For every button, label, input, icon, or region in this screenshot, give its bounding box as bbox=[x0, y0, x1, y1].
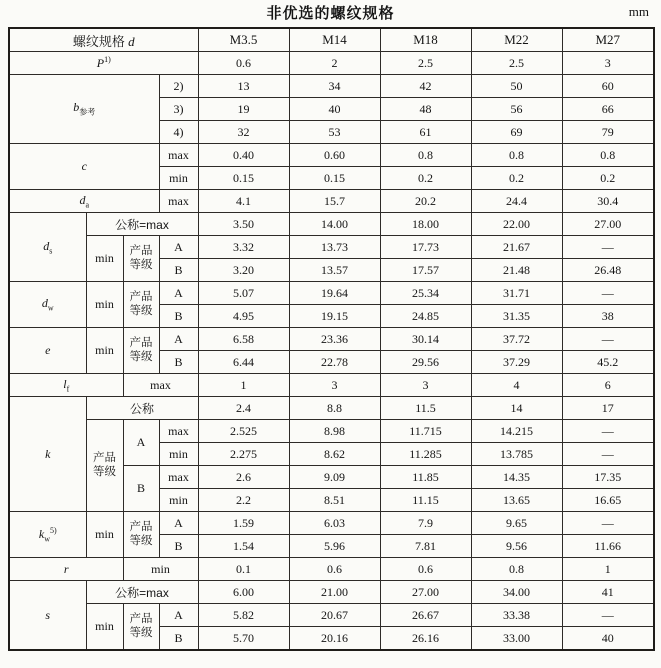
sub-label-product-grade: 产品 等级 bbox=[123, 236, 159, 282]
value-cell: 0.15 bbox=[198, 167, 289, 190]
sub-label-grade-a: A bbox=[159, 512, 198, 535]
value-cell: 11.15 bbox=[380, 489, 471, 512]
sub-label-grade-b: B bbox=[159, 259, 198, 282]
value-cell: 26.67 bbox=[380, 604, 471, 627]
value-cell: 42 bbox=[380, 75, 471, 98]
value-cell: 1.59 bbox=[198, 512, 289, 535]
value-cell: 2.5 bbox=[471, 52, 562, 75]
value-cell: 6 bbox=[562, 374, 654, 397]
value-cell: 45.2 bbox=[562, 351, 654, 374]
sub-label-product-grade: 产品 等级 bbox=[123, 328, 159, 374]
value-cell: 2.2 bbox=[198, 489, 289, 512]
sub-label-max: max bbox=[159, 144, 198, 167]
sub-label-min: min bbox=[159, 443, 198, 466]
value-cell: 1 bbox=[198, 374, 289, 397]
value-cell: 56 bbox=[471, 98, 562, 121]
value-cell: 8.62 bbox=[289, 443, 380, 466]
value-cell: 8.98 bbox=[289, 420, 380, 443]
sub-label-grade-b: B bbox=[159, 627, 198, 651]
value-cell: 11.85 bbox=[380, 466, 471, 489]
value-cell: 6.44 bbox=[198, 351, 289, 374]
row-label-dw: $d_w$ bbox=[9, 282, 86, 328]
sub-label-min: min bbox=[123, 558, 198, 581]
value-cell: 2.275 bbox=[198, 443, 289, 466]
value-cell: 30.4 bbox=[562, 190, 654, 213]
row-label-e: e bbox=[9, 328, 86, 374]
value-cell: 0.6 bbox=[198, 52, 289, 75]
value-cell: 22.78 bbox=[289, 351, 380, 374]
sub-label-grade-a: A bbox=[159, 236, 198, 259]
value-cell: 60 bbox=[562, 75, 654, 98]
value-cell: 37.72 bbox=[471, 328, 562, 351]
thread-spec-table bbox=[8, 27, 655, 651]
table-title: 非优选的螺纹规格 bbox=[266, 5, 395, 22]
value-cell: — bbox=[562, 604, 654, 627]
value-cell: 31.35 bbox=[471, 305, 562, 328]
value-cell: 61 bbox=[380, 121, 471, 144]
value-cell: 5.07 bbox=[198, 282, 289, 305]
value-cell: 3 bbox=[289, 374, 380, 397]
value-cell: — bbox=[562, 443, 654, 466]
value-cell: 66 bbox=[562, 98, 654, 121]
sub-label-grade-a: A bbox=[159, 604, 198, 627]
sub-label-product-grade: 产品 等级 bbox=[123, 604, 159, 651]
sub-label-nominal-max: 公称=max bbox=[86, 581, 198, 604]
value-cell: 0.8 bbox=[471, 144, 562, 167]
row-label-ds: $d_s$ bbox=[9, 213, 86, 282]
table-row bbox=[9, 397, 654, 420]
value-cell: 27.00 bbox=[380, 581, 471, 604]
value-cell: 17.57 bbox=[380, 259, 471, 282]
table-row bbox=[9, 328, 654, 351]
sub-label-grade-b: B bbox=[159, 305, 198, 328]
value-cell: 50 bbox=[471, 75, 562, 98]
value-cell: 0.8 bbox=[562, 144, 654, 167]
unit-label: mm bbox=[628, 4, 649, 19]
sub-label-max: max bbox=[159, 190, 198, 213]
row-label-r: r bbox=[9, 558, 123, 581]
value-cell: 34 bbox=[289, 75, 380, 98]
value-cell: 25.34 bbox=[380, 282, 471, 305]
table-row bbox=[9, 236, 654, 259]
table-row bbox=[9, 581, 654, 604]
sub-label-max: max bbox=[159, 420, 198, 443]
value-cell: 3 bbox=[380, 374, 471, 397]
value-cell: 3 bbox=[562, 52, 654, 75]
table-row bbox=[9, 52, 654, 75]
value-cell: 24.85 bbox=[380, 305, 471, 328]
table-row bbox=[9, 75, 654, 98]
value-cell: 6.03 bbox=[289, 512, 380, 535]
value-cell: 11.285 bbox=[380, 443, 471, 466]
value-cell: 17.35 bbox=[562, 466, 654, 489]
row-label-p: $P^{1)}$ bbox=[9, 52, 198, 75]
value-cell: 1 bbox=[562, 558, 654, 581]
value-cell: 19.15 bbox=[289, 305, 380, 328]
value-cell: 7.81 bbox=[380, 535, 471, 558]
value-cell: 3.50 bbox=[198, 213, 289, 236]
column-header: M3.5 bbox=[198, 28, 289, 52]
value-cell: 41 bbox=[562, 581, 654, 604]
value-cell: 3.20 bbox=[198, 259, 289, 282]
row-label-lf: $l_f$ bbox=[9, 374, 123, 397]
value-cell: 2 bbox=[289, 52, 380, 75]
value-cell: 6.00 bbox=[198, 581, 289, 604]
value-cell: 16.65 bbox=[562, 489, 654, 512]
sub-label-nominal: 公称 bbox=[86, 397, 198, 420]
value-cell: — bbox=[562, 328, 654, 351]
sub-label-grade-a: A bbox=[159, 282, 198, 305]
sub-label-min: min bbox=[86, 236, 123, 282]
sub-label-nominal-max: 公称=max bbox=[86, 213, 198, 236]
value-cell: 17.73 bbox=[380, 236, 471, 259]
value-cell: 21.00 bbox=[289, 581, 380, 604]
value-cell: 34.00 bbox=[471, 581, 562, 604]
value-cell: 7.9 bbox=[380, 512, 471, 535]
sub-label-min: min bbox=[86, 328, 123, 374]
value-cell: 2.525 bbox=[198, 420, 289, 443]
value-cell: 1.54 bbox=[198, 535, 289, 558]
value-cell: 13.65 bbox=[471, 489, 562, 512]
value-cell: 21.67 bbox=[471, 236, 562, 259]
value-cell: 4.1 bbox=[198, 190, 289, 213]
value-cell: 0.2 bbox=[471, 167, 562, 190]
value-cell: 33.38 bbox=[471, 604, 562, 627]
value-cell: 20.16 bbox=[289, 627, 380, 651]
value-cell: — bbox=[562, 236, 654, 259]
table-row bbox=[9, 558, 654, 581]
column-header: M18 bbox=[380, 28, 471, 52]
value-cell: 53 bbox=[289, 121, 380, 144]
value-cell: 9.09 bbox=[289, 466, 380, 489]
value-cell: 6.58 bbox=[198, 328, 289, 351]
value-cell: 9.65 bbox=[471, 512, 562, 535]
sub-label-grade-a: A bbox=[123, 420, 159, 466]
value-cell: 40 bbox=[562, 627, 654, 651]
value-cell: 13.73 bbox=[289, 236, 380, 259]
sub-label-max: max bbox=[123, 374, 198, 397]
value-cell: 31.71 bbox=[471, 282, 562, 305]
sub-label-grade-b: B bbox=[159, 351, 198, 374]
value-cell: 0.1 bbox=[198, 558, 289, 581]
sub-label-grade-b: B bbox=[123, 466, 159, 512]
value-cell: 14.35 bbox=[471, 466, 562, 489]
sub-label-min: min bbox=[159, 489, 198, 512]
value-cell: 15.7 bbox=[289, 190, 380, 213]
sub-label-grade-b: B bbox=[159, 535, 198, 558]
sub-label-product-grade: 产品 等级 bbox=[86, 420, 123, 512]
row-label-c: c bbox=[9, 144, 159, 190]
value-cell: 5.96 bbox=[289, 535, 380, 558]
value-cell: 0.8 bbox=[380, 144, 471, 167]
value-cell: 37.29 bbox=[471, 351, 562, 374]
table-row bbox=[9, 213, 654, 236]
row-label-b: $b_{参考}$ bbox=[9, 75, 159, 144]
table-row bbox=[9, 190, 654, 213]
value-cell: 13.57 bbox=[289, 259, 380, 282]
table-caption-bar bbox=[8, 2, 653, 24]
value-cell: 0.8 bbox=[471, 558, 562, 581]
value-cell: 11.66 bbox=[562, 535, 654, 558]
value-cell: 24.4 bbox=[471, 190, 562, 213]
value-cell: 19.64 bbox=[289, 282, 380, 305]
column-header: M27 bbox=[562, 28, 654, 52]
value-cell: 26.16 bbox=[380, 627, 471, 651]
sub-label-max: max bbox=[159, 466, 198, 489]
sub-label-product-grade: 产品 等级 bbox=[123, 512, 159, 558]
value-cell: 14.215 bbox=[471, 420, 562, 443]
value-cell: 48 bbox=[380, 98, 471, 121]
value-cell: 30.14 bbox=[380, 328, 471, 351]
value-cell: 2.4 bbox=[198, 397, 289, 420]
table-row bbox=[9, 512, 654, 535]
value-cell: 8.51 bbox=[289, 489, 380, 512]
value-cell: 18.00 bbox=[380, 213, 471, 236]
value-cell: 33.00 bbox=[471, 627, 562, 651]
value-cell: 79 bbox=[562, 121, 654, 144]
sub-label-fn4: 4) bbox=[159, 121, 198, 144]
sub-label-min: min bbox=[86, 282, 123, 328]
sub-label-min: min bbox=[86, 604, 123, 651]
value-cell: 21.48 bbox=[471, 259, 562, 282]
value-cell: — bbox=[562, 282, 654, 305]
table-row bbox=[9, 374, 654, 397]
value-cell: 14.00 bbox=[289, 213, 380, 236]
table-row bbox=[9, 282, 654, 305]
value-cell: 0.60 bbox=[289, 144, 380, 167]
value-cell: 26.48 bbox=[562, 259, 654, 282]
value-cell: 32 bbox=[198, 121, 289, 144]
value-cell: 11.715 bbox=[380, 420, 471, 443]
sub-label-grade-a: A bbox=[159, 328, 198, 351]
value-cell: — bbox=[562, 512, 654, 535]
value-cell: 0.15 bbox=[289, 167, 380, 190]
value-cell: 8.8 bbox=[289, 397, 380, 420]
value-cell: 4.95 bbox=[198, 305, 289, 328]
value-cell: 23.36 bbox=[289, 328, 380, 351]
sub-label-product-grade: 产品 等级 bbox=[123, 282, 159, 328]
value-cell: 29.56 bbox=[380, 351, 471, 374]
value-cell: 13 bbox=[198, 75, 289, 98]
sub-label-fn3: 3) bbox=[159, 98, 198, 121]
value-cell: 13.785 bbox=[471, 443, 562, 466]
value-cell: 4 bbox=[471, 374, 562, 397]
value-cell: 2.5 bbox=[380, 52, 471, 75]
value-cell: 17 bbox=[562, 397, 654, 420]
column-header: M14 bbox=[289, 28, 380, 52]
value-cell: 2.6 bbox=[198, 466, 289, 489]
row-label-thread-spec: 螺纹规格 d bbox=[9, 28, 198, 52]
value-cell: 19 bbox=[198, 98, 289, 121]
value-cell: 0.2 bbox=[562, 167, 654, 190]
value-cell: 0.2 bbox=[380, 167, 471, 190]
value-cell: 40 bbox=[289, 98, 380, 121]
header-row bbox=[9, 28, 654, 52]
value-cell: 9.56 bbox=[471, 535, 562, 558]
column-header: M22 bbox=[471, 28, 562, 52]
value-cell: 0.40 bbox=[198, 144, 289, 167]
sub-label-min: min bbox=[86, 512, 123, 558]
row-label-da: $d_a$ bbox=[9, 190, 159, 213]
value-cell: 14 bbox=[471, 397, 562, 420]
sub-label-fn2: 2) bbox=[159, 75, 198, 98]
value-cell: 11.5 bbox=[380, 397, 471, 420]
value-cell: 0.6 bbox=[289, 558, 380, 581]
value-cell: 69 bbox=[471, 121, 562, 144]
sub-label-min: min bbox=[159, 167, 198, 190]
table-row bbox=[9, 144, 654, 167]
value-cell: 38 bbox=[562, 305, 654, 328]
row-label-kw: $k_w^{5)}$ bbox=[9, 512, 86, 558]
row-label-k: k bbox=[9, 397, 86, 512]
value-cell: 5.70 bbox=[198, 627, 289, 651]
value-cell: 0.6 bbox=[380, 558, 471, 581]
table-row bbox=[9, 604, 654, 627]
value-cell: — bbox=[562, 420, 654, 443]
row-label-s: s bbox=[9, 581, 86, 651]
value-cell: 5.82 bbox=[198, 604, 289, 627]
value-cell: 22.00 bbox=[471, 213, 562, 236]
value-cell: 27.00 bbox=[562, 213, 654, 236]
value-cell: 20.2 bbox=[380, 190, 471, 213]
table-row bbox=[9, 420, 654, 443]
value-cell: 20.67 bbox=[289, 604, 380, 627]
value-cell: 3.32 bbox=[198, 236, 289, 259]
